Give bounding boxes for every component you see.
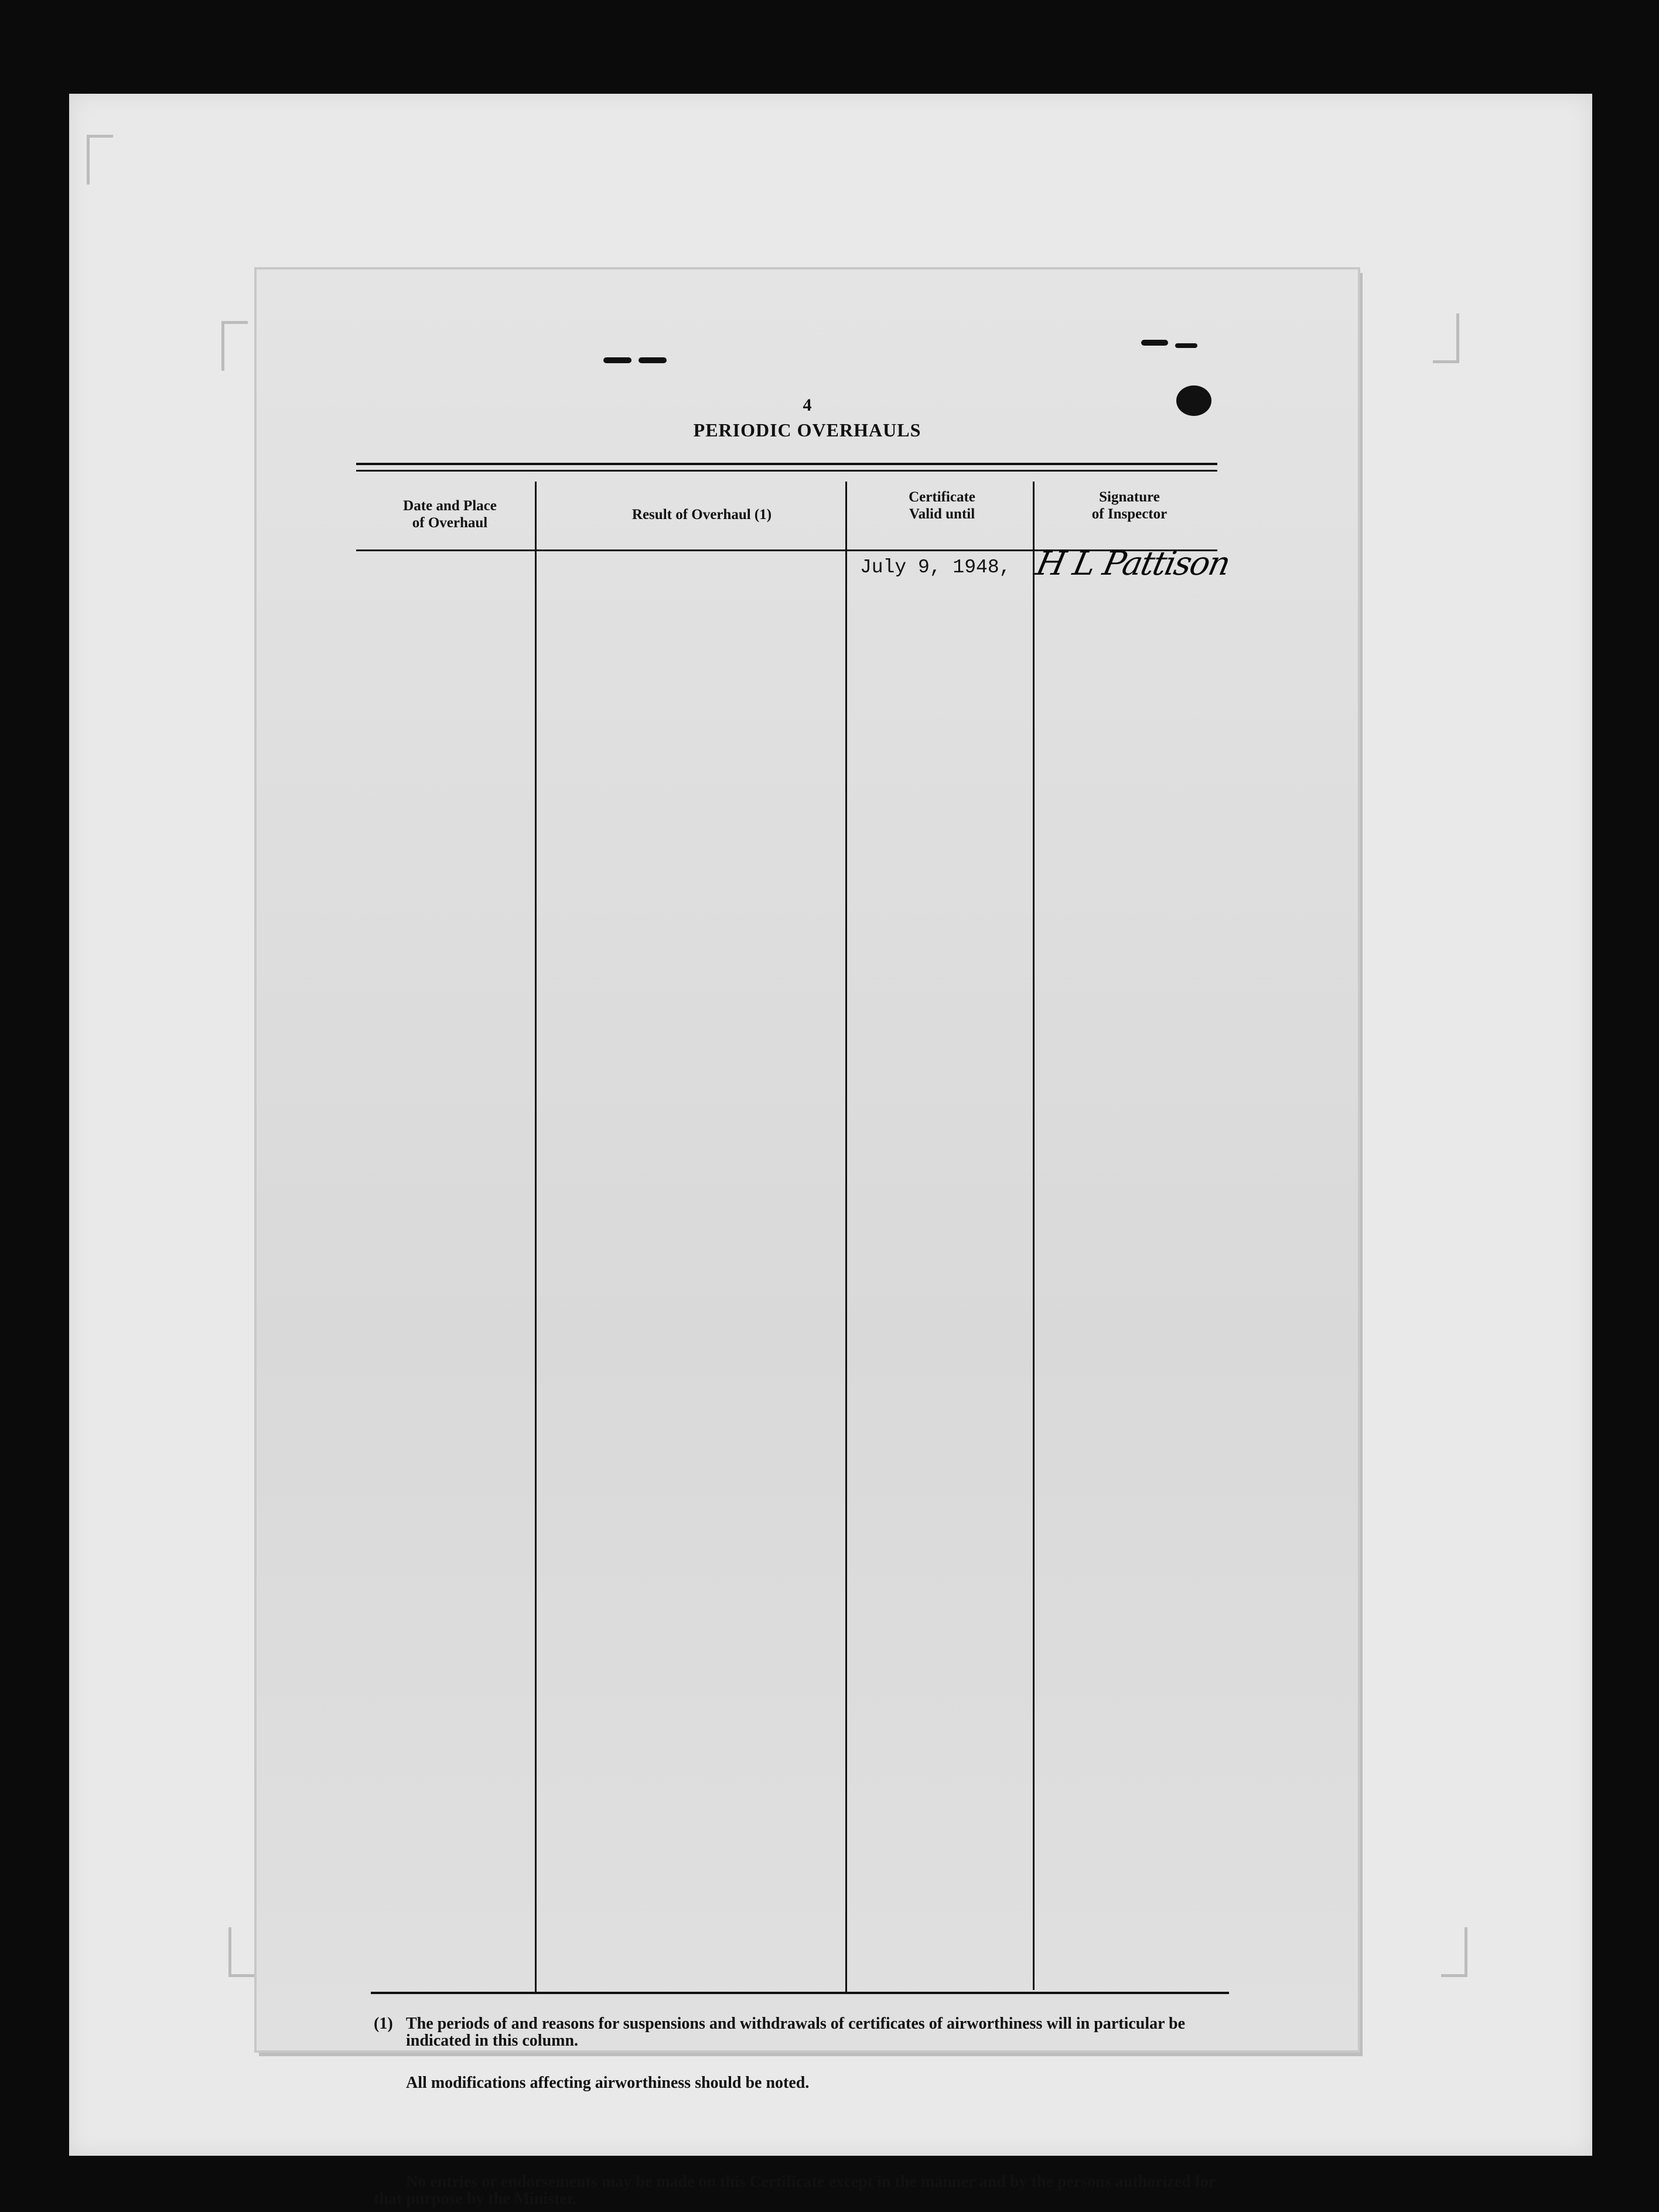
column-header-line: of Inspector bbox=[1091, 506, 1168, 522]
certificate-page bbox=[257, 269, 1358, 2208]
column-header-line: of Overhaul bbox=[412, 514, 488, 531]
footnote-rule bbox=[371, 1992, 1229, 1994]
column-header-line: Valid until bbox=[909, 506, 975, 522]
column-header-line: Signature bbox=[1099, 489, 1160, 505]
crop-mark bbox=[221, 321, 248, 371]
page-title: PERIODIC OVERHAULS bbox=[693, 419, 921, 441]
ink-smudge bbox=[1175, 343, 1197, 348]
footnote bbox=[374, 2015, 1223, 2050]
entry-valid-until: July 9, 1948, bbox=[860, 557, 1011, 578]
footnote-text: The periods of and reasons for suspensions and withdrawals of certificates of airworthiness will in particular be indicated in this column. bbox=[406, 2015, 1186, 2050]
ink-smudge bbox=[639, 357, 667, 363]
crop-mark bbox=[1433, 313, 1459, 363]
ink-smudge bbox=[1141, 340, 1168, 346]
crop-mark bbox=[228, 1927, 255, 1977]
ink-smudge bbox=[603, 357, 631, 363]
column-divider bbox=[535, 482, 537, 1993]
column-header-valid-until bbox=[848, 489, 1036, 523]
modifications-note: All modifications affecting airworthiness should be noted. bbox=[406, 2074, 810, 2092]
inspector-signature: H L Pattison bbox=[1033, 545, 1233, 583]
column-header-date-place bbox=[356, 498, 544, 532]
footnote-marker: (1) bbox=[374, 2015, 393, 2033]
column-header-line: Result of Overhaul (1) bbox=[631, 507, 772, 523]
column-divider bbox=[1033, 482, 1035, 1990]
entries-note: No entries or endorsements may be made on this Certificate except in the manner and by the persons authorized for that purpose by the Minister. bbox=[374, 2173, 1216, 2208]
column-header-result bbox=[549, 507, 854, 524]
page-number: 4 bbox=[803, 395, 812, 415]
column-divider bbox=[845, 482, 847, 1993]
crop-mark bbox=[87, 135, 113, 185]
column-header-line: Date and Place bbox=[403, 498, 497, 514]
crop-mark bbox=[1441, 1927, 1467, 1977]
title-rule bbox=[356, 463, 1217, 472]
column-header-line: Certificate bbox=[909, 489, 975, 505]
column-header-signature bbox=[1036, 489, 1223, 523]
